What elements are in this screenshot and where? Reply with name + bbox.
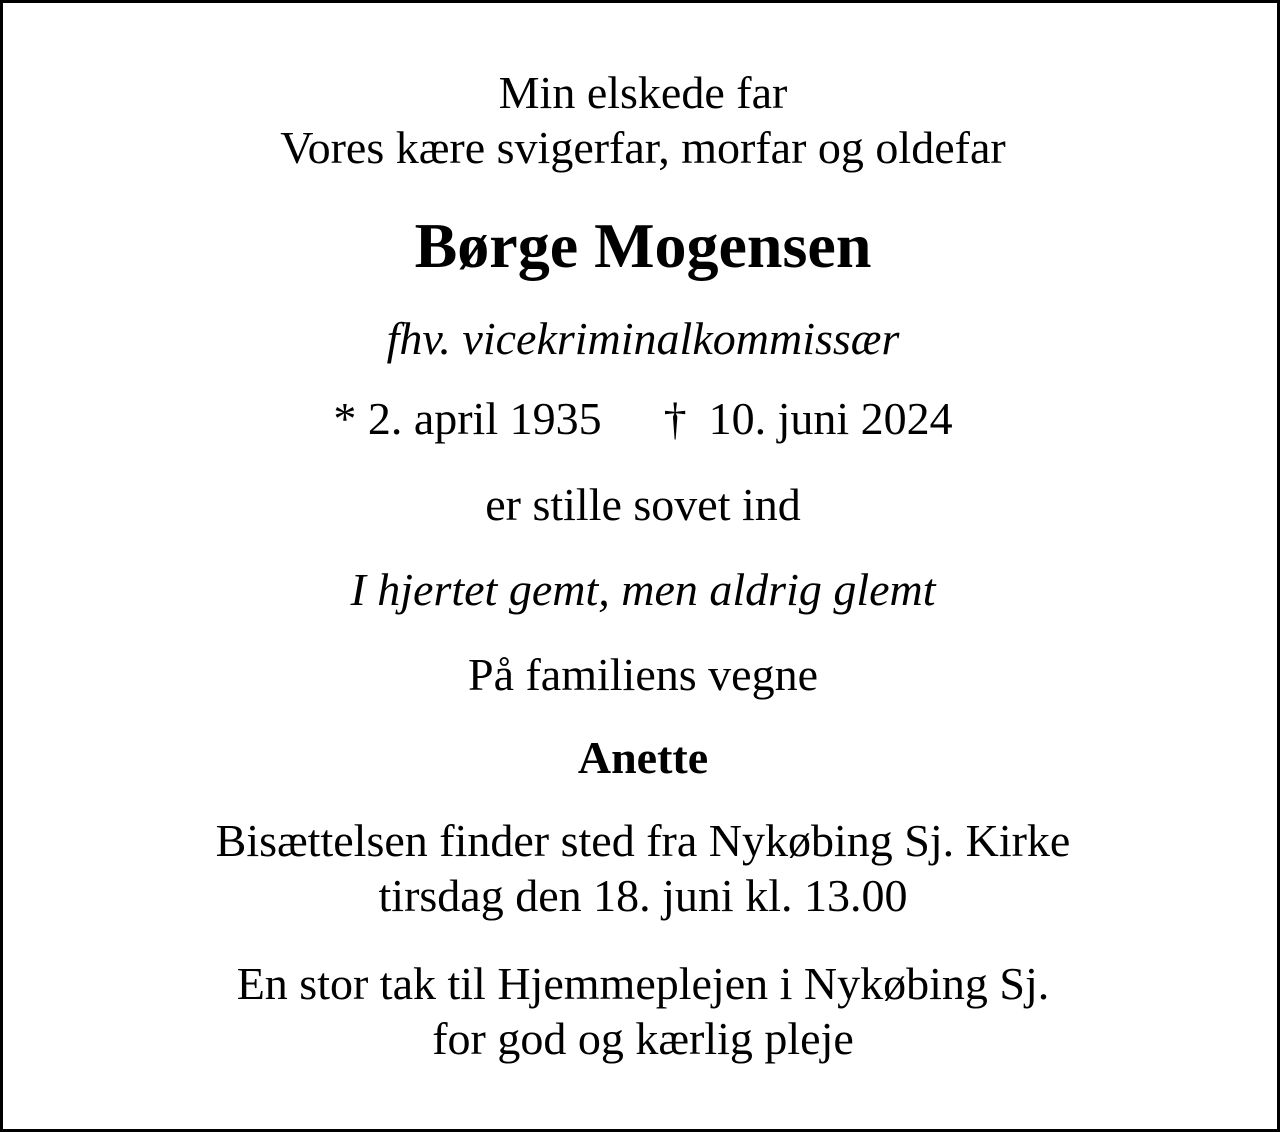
death-date: 10. juni 2024 (708, 393, 953, 444)
thanks-line-2: for god og kærlig pleje (432, 1013, 854, 1064)
intro-line-2: Vores kære svigerfar, morfar og oldefar (280, 122, 1006, 173)
deceased-name: Børge Mogensen (414, 210, 872, 281)
memorial-quote: I hjertet gemt, men aldrig glemt (350, 564, 936, 615)
family-on-behalf: På familiens vegne (467, 649, 818, 700)
intro-line-1: Min elskede far (498, 67, 788, 118)
thanks-line-1: En stor tak til Hjemmeplejen i Nykøbing Sj. (236, 958, 1050, 1009)
birth-date: * 2. april 1935 (333, 393, 602, 444)
dagger-icon: † (663, 393, 687, 444)
life-dates (3, 393, 1280, 444)
signer-name: Anette (577, 732, 709, 783)
deceased-title: fhv. vicekriminalkommissær (386, 313, 900, 364)
funeral-line-2: tirsdag den 18. juni kl. 13.00 (378, 870, 908, 921)
passed-text: er stille sovet ind (485, 479, 801, 530)
funeral-line-1: Bisættelsen finder sted fra Nykøbing Sj. Kirke (215, 815, 1071, 866)
